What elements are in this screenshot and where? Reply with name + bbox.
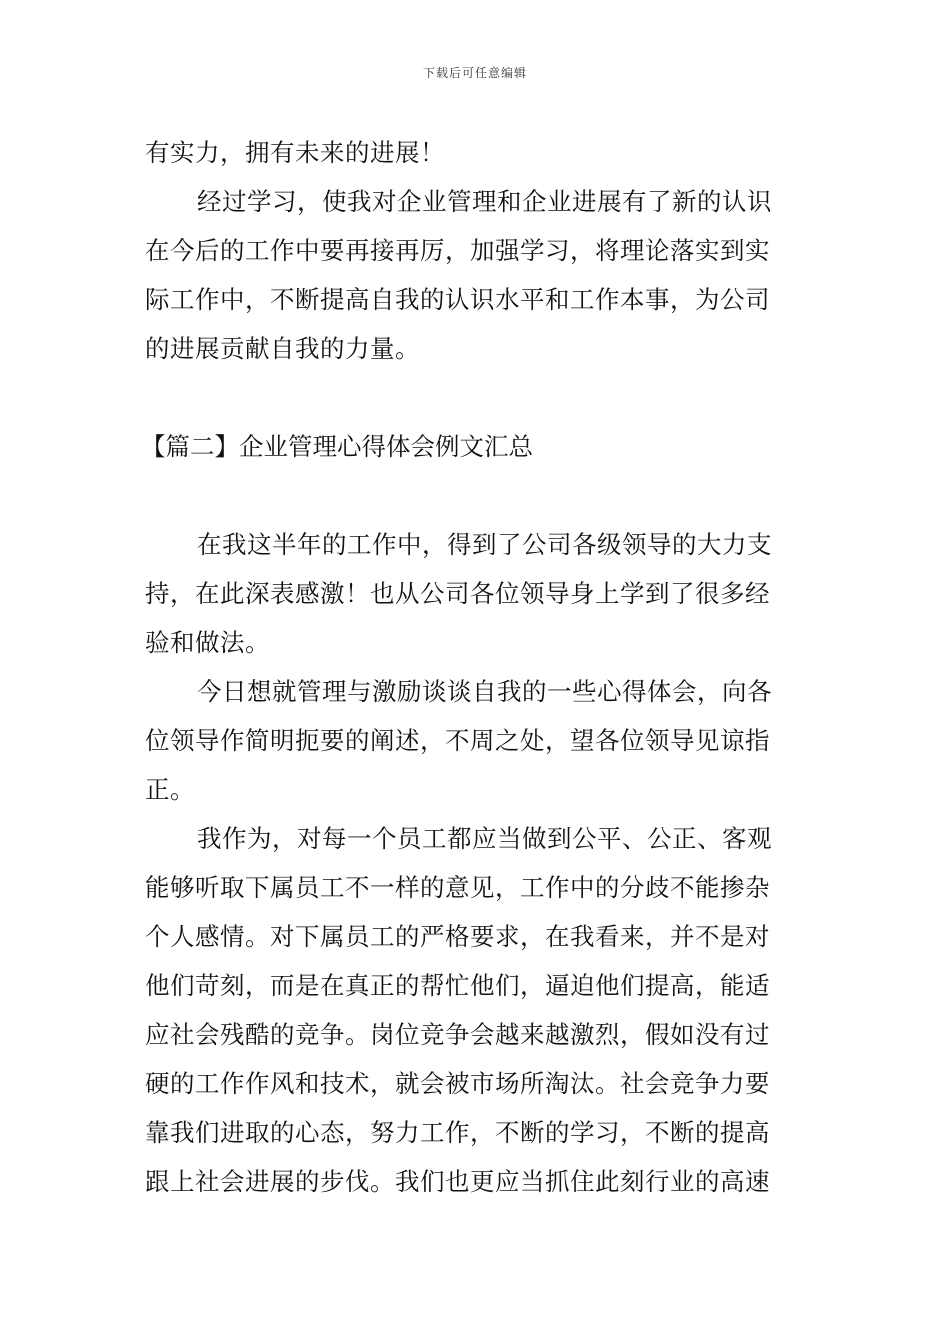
text-line: 有实力，拥有未来的进展！ bbox=[145, 138, 445, 167]
text-line: 在我这半年的工作中，得到了公司各级领导的大力支 bbox=[197, 530, 772, 559]
text-line: 跟上社会进展的步伐。我们也更应当抓住此刻行业的高速 bbox=[145, 1167, 770, 1196]
text-line: 际工作中，不断提高自我的认识水平和工作本事，为公司 bbox=[145, 285, 770, 314]
text-line: 能够听取下属员工不一样的意见，工作中的分歧不能掺杂 bbox=[145, 873, 770, 902]
paragraph-continuation bbox=[145, 128, 815, 177]
text-line: 验和做法。 bbox=[145, 628, 270, 657]
document-body bbox=[141, 128, 815, 1206]
text-line: 的进展贡献自我的力量。 bbox=[145, 334, 420, 363]
text-line: 经过学习，使我对企业管理和企业进展有了新的认识 bbox=[197, 187, 772, 216]
text-line: 个人感情。对下属员工的严格要求，在我看来，并不是对 bbox=[145, 922, 770, 951]
paragraph-support bbox=[145, 520, 815, 667]
text-line: 靠我们进取的心态，努力工作，不断的学习，不断的提高 bbox=[145, 1118, 770, 1147]
text-line: 正。 bbox=[145, 775, 195, 804]
text-line: 位领导作简明扼要的阐述，不周之处，望各位领导见谅指 bbox=[145, 726, 770, 755]
page-header: 下载后可任意编辑 bbox=[422, 66, 527, 80]
paragraph-study bbox=[145, 177, 815, 373]
text-line: 我作为，对每一个员工都应当做到公平、公正、客观 bbox=[197, 824, 772, 853]
text-line: 在今后的工作中要再接再厉，加强学习，将理论落实到实 bbox=[145, 236, 770, 265]
paragraph-fairness bbox=[145, 814, 815, 1206]
text-line: 持，在此深表感激！也从公司各位领导身上学到了很多经 bbox=[145, 579, 770, 608]
text-line: 硬的工作作风和技术，就会被市场所淘汰。社会竞争力要 bbox=[145, 1069, 770, 1098]
text-line: 应社会残酷的竞争。岗位竞争会越来越激烈，假如没有过 bbox=[145, 1020, 770, 1049]
paragraph-motivation bbox=[145, 667, 815, 814]
text-line: 他们苛刻，而是在真正的帮忙他们，逼迫他们提高，能适 bbox=[145, 971, 770, 1000]
section-heading: 【篇二】企业管理心得体会例文汇总 bbox=[141, 432, 533, 461]
text-line: 今日想就管理与激励谈谈自我的一些心得体会，向各 bbox=[197, 677, 772, 706]
